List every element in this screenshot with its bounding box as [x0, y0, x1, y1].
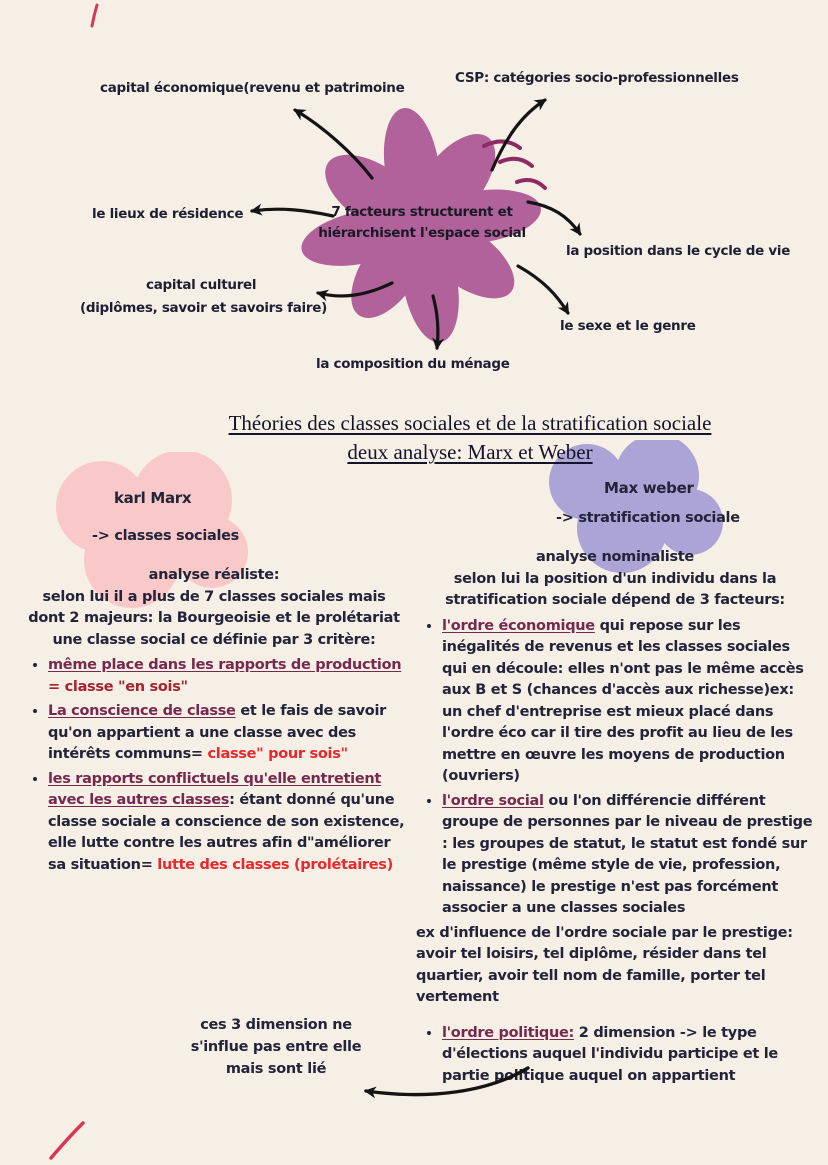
marx-subtitle: -> classes sociales	[92, 527, 240, 544]
marx-bullet-2-key: La conscience de classe	[48, 703, 236, 719]
marx-bullet-list	[22, 655, 406, 876]
marx-bullet-1-definition: = classe "en sois"	[48, 678, 188, 695]
marx-analysis-label: analyse réaliste:	[148, 567, 280, 583]
marx-bullet-1-key: même place dans les rapports de production	[48, 657, 402, 673]
page-title-line1: Théories des classes sociales et de la stratification sociale	[228, 411, 712, 435]
weber-column	[416, 460, 814, 1090]
weber-bullet-politique-text: 2 dimension -> le type d'élections auquel l'individu participe et le partie politique auquel on appartient	[442, 1024, 778, 1084]
page-title	[110, 409, 828, 467]
marx-bullet-3	[48, 769, 406, 877]
weber-bullet-social-text: ou l'on différencie différent groupe de personnes par le niveau de prestige : les groupes de statut, le statut est fondé sur le prestige (même style de vie, profession, naissance) le prestige n'est pas forcément associer a une classes sociales	[442, 792, 813, 916]
weber-intro: selon lui la position d'un individu dans la stratification sociale dépend de 3 facteurs:	[445, 570, 785, 608]
mindmap-node-residence: le lieux de résidence	[92, 206, 244, 222]
mindmap-node-capital-culturel-line2: (diplômes, savoir et savoirs faire)	[80, 300, 327, 316]
weber-bullet-economique-text: qui repose sur les inégalités de revenus et les classes sociales qui en découle: elles n'ont pas le même accès aux B et S (chances d'accès aux richesse)ex: un chef d'entreprise est mieux placé dans l'ordre éco car il tire des profit au lieu de les mettre en œuvre les moyens de production (ouvriers)	[442, 617, 804, 784]
corner-mark-top	[86, 2, 108, 30]
mindmap-graphic	[0, 0, 828, 400]
marx-bullet-3-text: : étant donné qu'une classe sociale a conscience de son existence, elle lutte contre les autres afin d"améliorer sa situation=	[48, 792, 405, 873]
mindmap-center-line1: 7 facteurs structurent et	[331, 204, 513, 220]
footnote: ces 3 dimension ne s'influe pas entre elle mais sont lié	[190, 1017, 362, 1077]
weber-bullet-social	[442, 791, 814, 920]
marx-column	[22, 466, 406, 879]
marx-heading: karl Marx	[114, 489, 192, 507]
marx-bullet-2	[48, 701, 406, 766]
weber-analysis-label: analyse nominaliste	[536, 549, 694, 565]
weber-bullet-economique-key: l'ordre économique	[442, 617, 595, 634]
corner-mark-bottom	[44, 1118, 90, 1164]
mindmap-node-capital-culturel-line1: capital culturel	[146, 277, 257, 293]
mindmap-node-cycle-de-vie: la position dans le cycle de vie	[566, 243, 791, 259]
mindmap-node-capital-economique: capital économique(revenu et patrimoine	[100, 80, 405, 96]
mindmap-center-line2: hiérarchisent l'espace social	[318, 225, 526, 241]
weber-bullet-economique	[442, 616, 814, 788]
weber-prestige-note: ex d'influence de l'ordre sociale par le prestige: avoir tel loisirs, tel diplôme, résider dans tel quartier, avoir tell nom de famille, porter tel vertement	[416, 924, 793, 1005]
weber-bullet-politique-key: l'ordre politique:	[442, 1024, 575, 1041]
mindmap-node-csp: CSP: catégories socio-professionnelles	[455, 70, 739, 86]
weber-heading: Max weber	[604, 479, 694, 497]
marx-bullet-2-definition: classe" pour sois"	[207, 746, 348, 762]
bottom-curved-arrow	[348, 1058, 543, 1108]
page-title-line2: deux analyse: Marx et Weber	[347, 440, 593, 464]
mindmap-node-sexe-genre: le sexe et le genre	[560, 318, 696, 334]
weber-bullet-social-key: l'ordre social	[442, 792, 544, 809]
marx-intro: selon lui il a plus de 7 classes sociales mais dont 2 majeurs: la Bourgeoisie et le prolétariat une classe social ce définie par 3 critère:	[28, 588, 400, 648]
mindmap-center-label	[318, 202, 526, 244]
marx-bullet-3-definition: lutte des classes (prolétaires)	[157, 856, 393, 873]
weber-bullet-list	[416, 616, 814, 920]
marx-bullet-1	[48, 655, 406, 698]
marx-bullet-3-key: les rapports conflictuels qu'elle entretient avec les autres classes	[48, 770, 382, 808]
marx-bullet-2-text: et le fais de savoir qu'on appartient a une classe avec des intérêts communs=	[48, 703, 386, 762]
mindmap-node-menage: la composition du ménage	[316, 356, 510, 372]
weber-subtitle: -> stratification sociale	[556, 509, 740, 526]
